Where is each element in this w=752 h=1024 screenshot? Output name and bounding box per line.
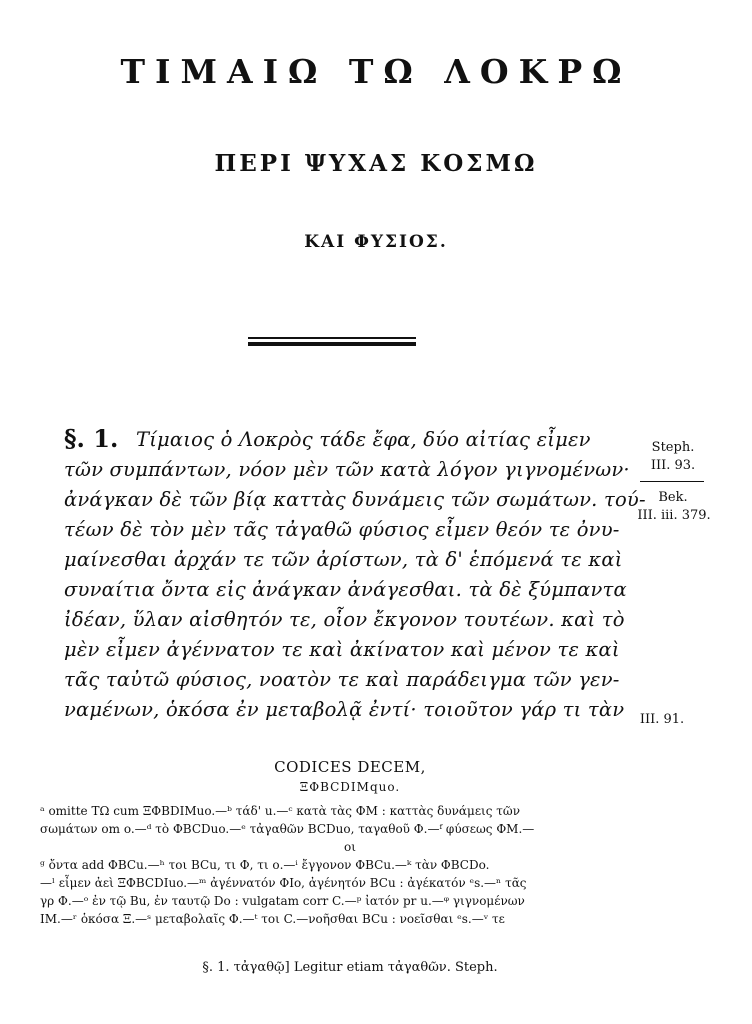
margin-bek-label: Bek.	[658, 490, 688, 505]
ornamental-rule-thin	[248, 337, 416, 339]
margin-divider	[640, 481, 704, 482]
body-line-4: τέων δὲ τὸν μὲν τᾶς τἀγαθῶ φύσιος εἶμεν θεόν τε ὀνυ-	[64, 518, 620, 541]
margin-steph-label: Steph.	[651, 440, 695, 455]
body-line-5: μαίνεσθαι ἀρχάν τε τῶν ἀρίστων, τὰ δ' ἑπόμενά τε καὶ	[64, 548, 623, 571]
page-subtitle-secondary: ΚΑΙ ΦΥΣΙΟΣ.	[304, 232, 448, 252]
apparatus-note-6: γρ Φ.—ᵒ ἐν τῷ Bu, ἐν ταυτῷ Do : vulgatam corr C.—ᵖ ἰατόν pr u.—ᵠ γιγνομένων	[40, 894, 525, 908]
footer-note: §. 1. τἀγαθῷ] Legitur etiam τἀγαθῶν. Steph.	[202, 960, 498, 975]
body-line-9: τᾶς ταὐτῶ φύσιος, νοατὸν τε καὶ παράδειγμα τῶν γεν-	[64, 668, 620, 691]
body-line-3: ἀνάγκαν δὲ τῶν βίᾳ καττὰς δυνάμεις τῶν σωμάτων. τού-	[64, 488, 646, 511]
body-line-1: Τίμαιος ὁ Λοκρὸς τάδε ἔφα, δύο αἰτίας εἶμεν	[136, 428, 591, 451]
apparatus-note-5: —ˡ εἶμεν ἀεὶ ΞΦBCDIuo.—ᵐ ἀγέννατόν ΦΙο, ἀγένητόν BCu : ἀγέκατόν ᵉs.—ⁿ τᾶς	[40, 876, 527, 890]
codices-sigla: ΞΦBCDIMquo.	[299, 780, 401, 794]
section-mark: §. 1.	[64, 424, 119, 453]
body-line-8: μὲν εἶμεν ἀγέννατον τε καὶ ἀκίνατον καὶ μένον τε καὶ	[64, 638, 620, 661]
apparatus-note-4: ᵍ ὄντα add ΦBCu.—ʰ τοι BCu, τι Φ, τι ο.—ⁱ ἔγγονον ΦBCu.—ᵏ τὰν ΦBCDo.	[40, 858, 490, 872]
margin-steph-ref: III. 93.	[650, 458, 696, 473]
margin-bek-ref: III. iii. 379.	[637, 508, 711, 523]
codices-heading: CODICES DECEM,	[274, 758, 426, 776]
apparatus-note-3: οι	[344, 840, 356, 854]
body-line-6: συναίτια ὄντα εἰς ἀνάγκαν ἀνάγεσθαι. τὰ δὲ ξύμπαντα	[64, 578, 627, 601]
body-line-7: ἰδέαν, ὕλαν αἰσθητόν τε, οἷον ἔκγονον τουτέων. καὶ τὸ	[64, 608, 625, 631]
ornamental-rule-thick	[248, 342, 416, 346]
apparatus-note-2: σωμάτων om o.—ᵈ τὸ ΦBCDuo.—ᵉ τἀγαθῶν BCDuo, ταγαθοῦ Φ.—ᶠ φύσεως ΦΜ.—	[40, 822, 535, 836]
page-title: ΤΙΜΑΙΩ ΤΩ ΛΟΚΡΩ	[120, 52, 632, 91]
body-line-2: τῶν συμπάντων, νόον μὲν τῶν κατὰ λόγον γιγνομένων·	[64, 458, 630, 481]
page-subtitle: ΠΕΡΙ ΨΥΧΑΣ ΚΟΣΜΩ	[214, 150, 538, 177]
apparatus-note-7: IM.—ʳ ὁκόσα Ξ.—ˢ μεταβολαῖς Φ.—ᵗ τοι C.—νοῆσθαι BCu : νοεῖσθαι ᵉs.—ᵛ τε	[40, 912, 505, 926]
apparatus-note-1: ᵃ omitte ΤΩ cum ΞΦBDIMuo.—ᵇ τάδ' u.—ᶜ κατὰ τὰς ΦΜ : καττὰς δυνάμεις τῶν	[40, 804, 521, 818]
body-line-10: ναμένων, ὁκόσα ἐν μεταβολᾷ ἐντί· τοιοῦτον γάρ τι τὰν	[64, 698, 625, 721]
margin-bottom-ref: III. 91.	[639, 712, 685, 727]
